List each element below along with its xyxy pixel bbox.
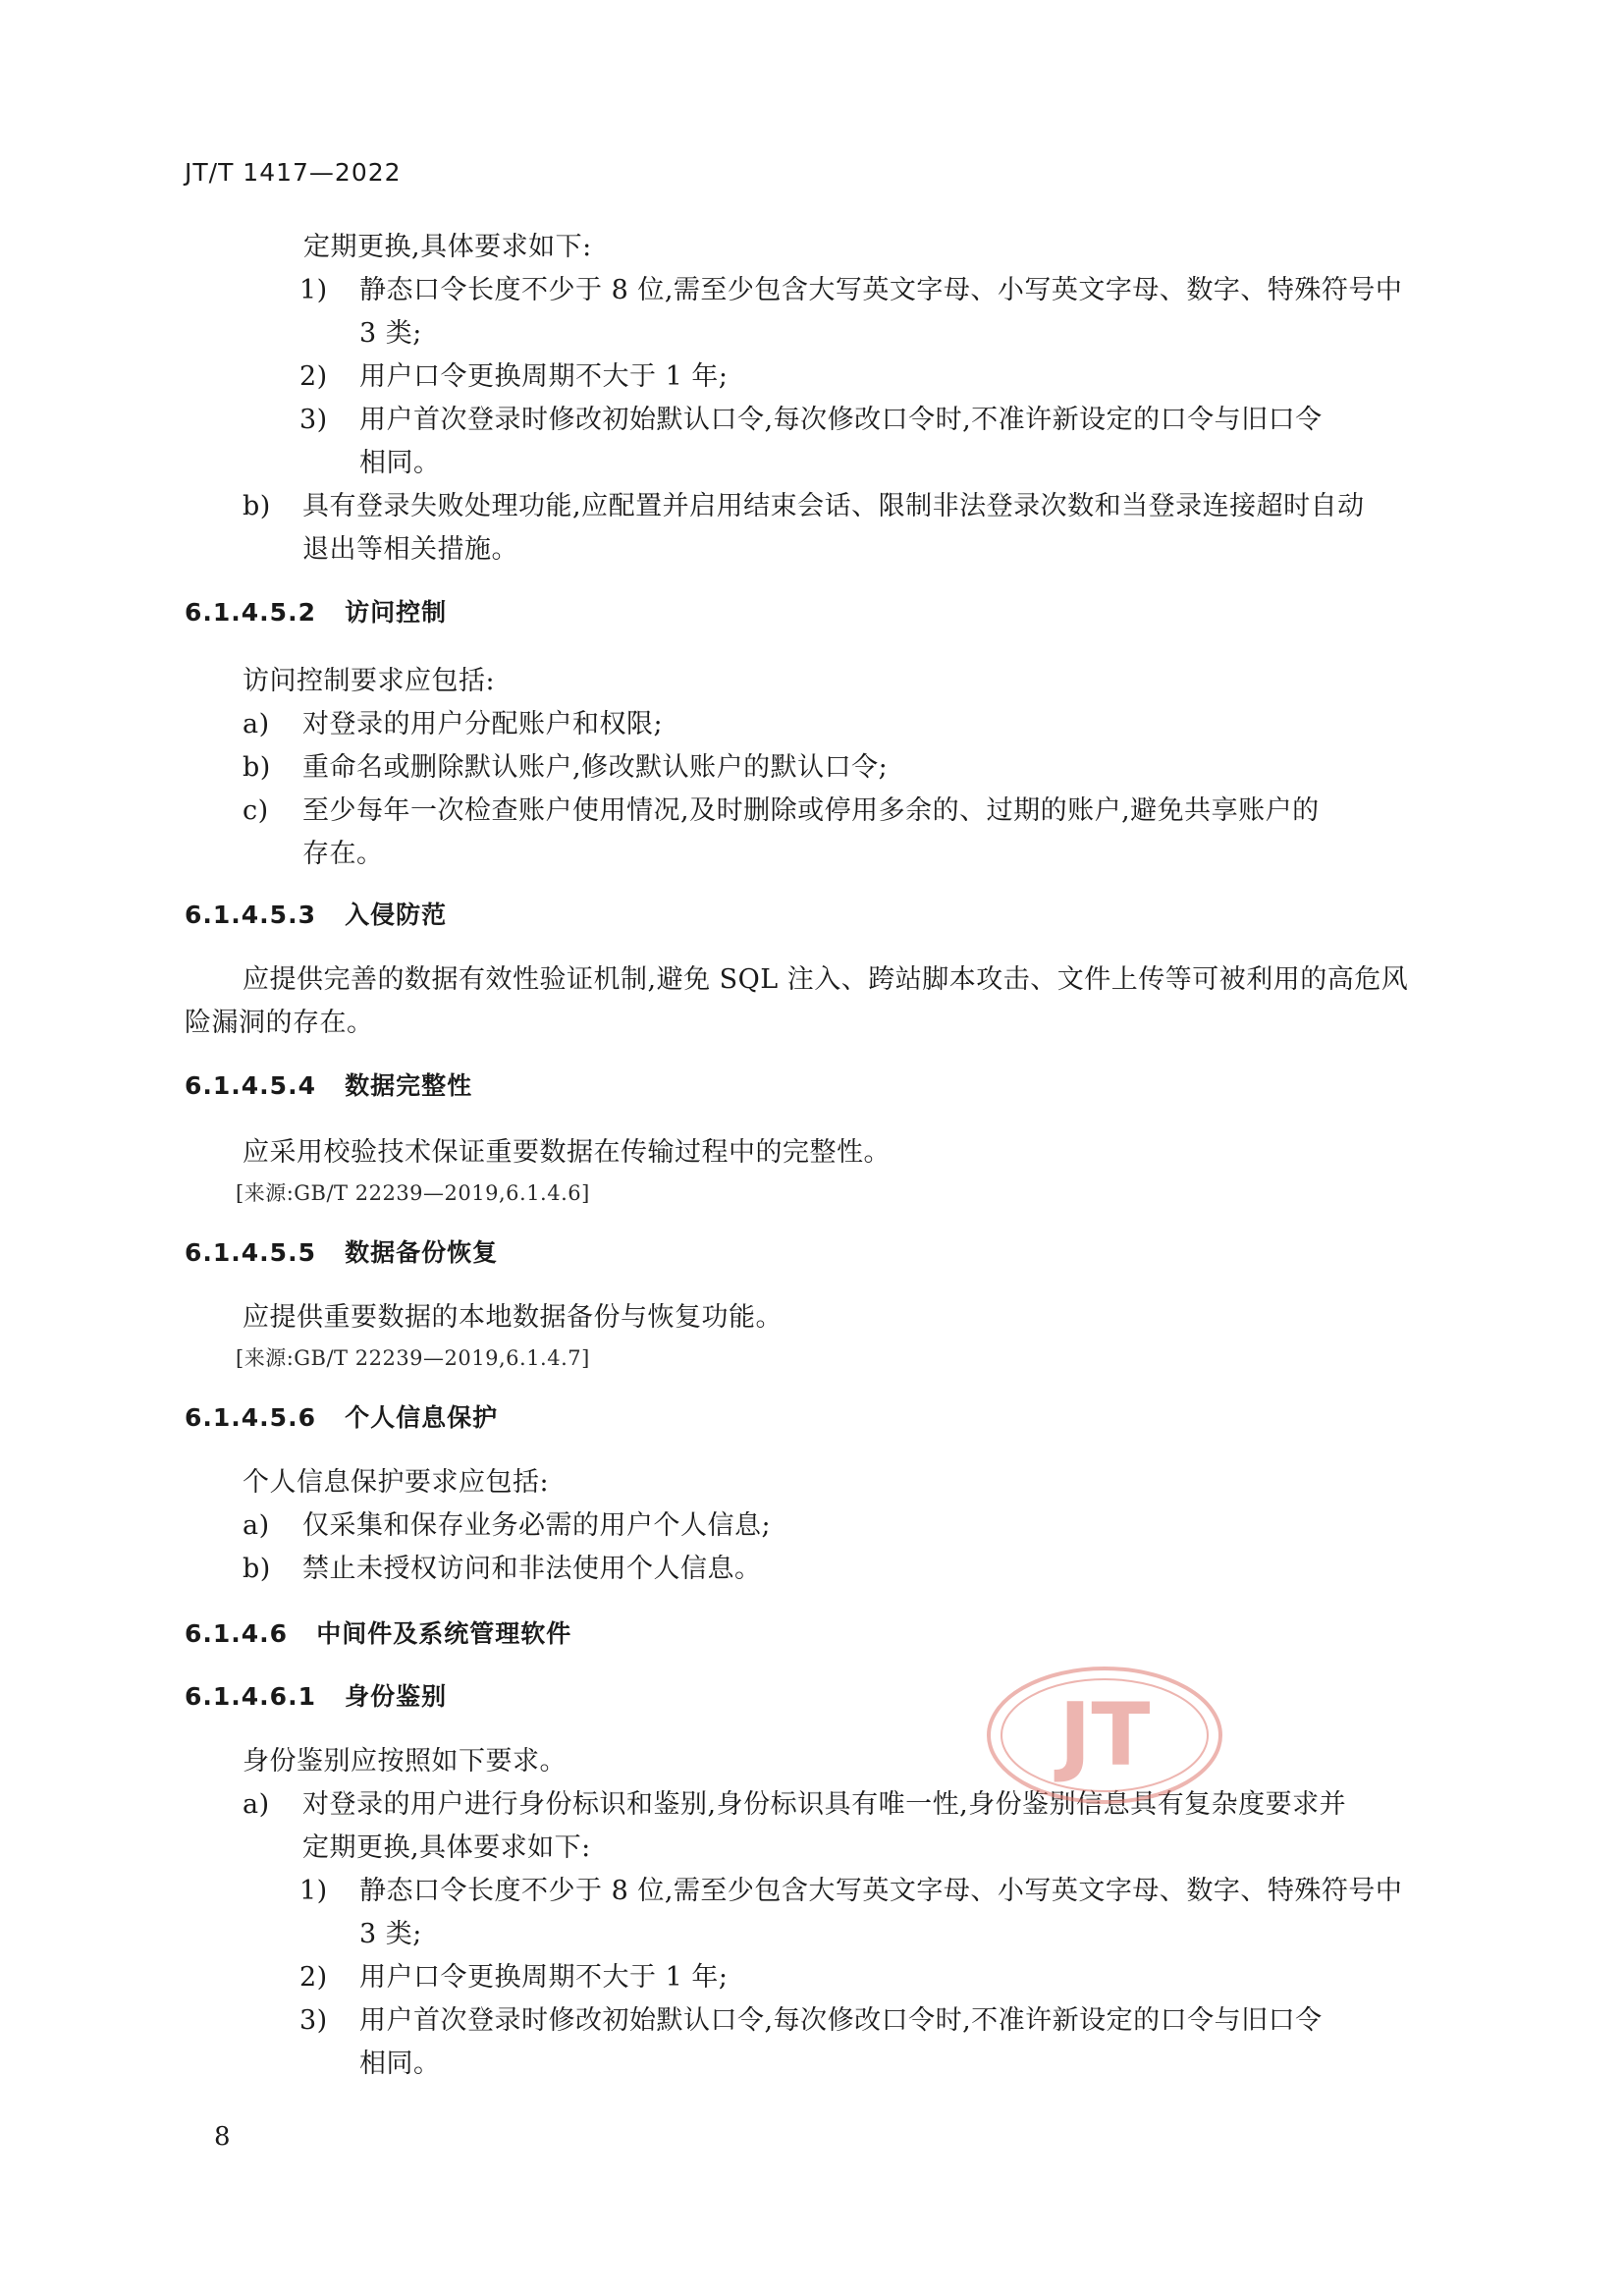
list-item-text: 用户首次登录时修改初始默认口令,每次修改口令时,不准许新设定的口令与旧口令 xyxy=(359,2005,1323,2036)
jt-watermark-stamp xyxy=(982,1662,1227,1809)
paragraph-line: 访问控制要求应包括: xyxy=(243,666,496,696)
list-item xyxy=(299,2003,1323,2039)
list-item-text: 对登录的用户分配账户和权限; xyxy=(302,709,664,739)
list-item-text: 具有登录失败处理功能,应配置并启用结束会话、限制非法登录次数和当登录连接超时自动 xyxy=(302,491,1365,521)
paragraph-line: 定期更换,具体要求如下: xyxy=(303,232,592,262)
list-item-text: 至少每年一次检查账户使用情况,及时删除或停用多余的、过期的账户,避免共享账户的 xyxy=(302,795,1320,826)
paragraph-line: 身份鉴别应按照如下要求。 xyxy=(243,1746,567,1777)
section-heading xyxy=(185,1068,472,1104)
list-item xyxy=(243,1508,771,1544)
paragraph-line: 险漏洞的存在。 xyxy=(185,1008,374,1038)
list-marker: 2) xyxy=(299,1962,328,1993)
list-marker: b) xyxy=(243,491,271,521)
source-reference: [来源:GB/T 22239—2019,6.1.4.7] xyxy=(236,1346,590,1370)
list-item-text: 静态口令长度不少于 8 位,需至少包含大写英文字母、小写英文字母、数字、特殊符号中 xyxy=(359,275,1403,305)
list-item xyxy=(299,273,1402,308)
section-heading xyxy=(185,595,447,630)
list-item-text: 用户首次登录时修改初始默认口令,每次修改口令时,不准许新设定的口令与旧口令 xyxy=(359,405,1323,435)
list-item xyxy=(299,1960,728,1995)
section-title: 身份鉴别 xyxy=(345,1682,448,1711)
list-marker: 3) xyxy=(299,2005,328,2036)
list-item-text: 用户口令更换周期不大于 1 年; xyxy=(359,361,729,392)
list-marker: 1) xyxy=(299,275,328,305)
list-marker: a) xyxy=(243,709,270,739)
list-item-text: 静态口令长度不少于 8 位,需至少包含大写英文字母、小写英文字母、数字、特殊符号中 xyxy=(359,1876,1403,1906)
list-item-continuation: 定期更换,具体要求如下: xyxy=(302,1832,591,1863)
section-title: 中间件及系统管理软件 xyxy=(316,1619,572,1648)
list-marker: b) xyxy=(243,752,271,783)
list-item xyxy=(299,1874,1402,1909)
section-title: 个人信息保护 xyxy=(345,1403,499,1432)
section-number: 6.1.4.5.6 xyxy=(185,1403,316,1432)
list-item-text: 用户口令更换周期不大于 1 年; xyxy=(359,1962,729,1993)
list-item xyxy=(299,403,1323,438)
list-marker: a) xyxy=(243,1789,270,1820)
list-item xyxy=(243,793,1320,829)
list-item-continuation: 相同。 xyxy=(359,448,441,478)
section-heading xyxy=(185,1679,447,1715)
list-item xyxy=(243,489,1365,524)
list-marker: c) xyxy=(243,795,269,826)
paragraph-line: 个人信息保护要求应包括: xyxy=(243,1467,550,1498)
source-reference: [来源:GB/T 22239—2019,6.1.4.6] xyxy=(236,1181,590,1205)
list-item-continuation: 相同。 xyxy=(359,2049,441,2079)
paragraph-line: 应采用校验技术保证重要数据在传输过程中的完整性。 xyxy=(243,1137,891,1168)
section-number: 6.1.4.5.4 xyxy=(185,1071,316,1100)
list-item-text: 对登录的用户进行身份标识和鉴别,身份标识具有唯一性,身份鉴别信息具有复杂度要求并 xyxy=(302,1789,1347,1820)
list-marker: 3) xyxy=(299,405,328,435)
list-item xyxy=(243,707,663,742)
list-marker: a) xyxy=(243,1510,270,1541)
list-item xyxy=(243,750,888,786)
section-number: 6.1.4.6 xyxy=(185,1619,289,1648)
list-item-text: 仅采集和保存业务必需的用户个人信息; xyxy=(302,1510,772,1541)
section-number: 6.1.4.5.5 xyxy=(185,1238,316,1267)
section-number: 6.1.4.6.1 xyxy=(185,1682,316,1711)
section-title: 数据备份恢复 xyxy=(345,1238,499,1267)
list-marker: 2) xyxy=(299,361,328,392)
list-marker: 1) xyxy=(299,1876,328,1906)
paragraph-line: 应提供重要数据的本地数据备份与恢复功能。 xyxy=(243,1302,783,1333)
list-marker: b) xyxy=(243,1554,271,1584)
section-heading xyxy=(185,898,447,933)
page-number: 8 xyxy=(214,2122,232,2152)
list-item xyxy=(299,359,728,395)
paragraph-line: 应提供完善的数据有效性验证机制,避免 SQL 注入、跨站脚本攻击、文件上传等可被利用的高危风 xyxy=(243,964,1409,995)
stamp-text: JT xyxy=(1058,1684,1151,1785)
list-item-continuation: 3 类; xyxy=(359,1919,422,1949)
standard-code-header: JT/T 1417—2022 xyxy=(185,158,402,187)
list-item-continuation: 3 类; xyxy=(359,318,422,349)
list-item-continuation: 退出等相关措施。 xyxy=(302,534,518,565)
section-number: 6.1.4.5.3 xyxy=(185,901,316,929)
section-title: 访问控制 xyxy=(345,598,448,627)
section-heading xyxy=(185,1616,571,1652)
section-title: 数据完整性 xyxy=(345,1071,473,1100)
section-number: 6.1.4.5.2 xyxy=(185,598,316,627)
list-item-continuation: 存在。 xyxy=(302,839,384,869)
section-heading xyxy=(185,1400,498,1436)
section-heading xyxy=(185,1235,498,1271)
list-item-text: 禁止未授权访问和非法使用个人信息。 xyxy=(302,1554,762,1584)
list-item-text: 重命名或删除默认账户,修改默认账户的默认口令; xyxy=(302,752,889,783)
list-item xyxy=(243,1552,762,1587)
section-title: 入侵防范 xyxy=(345,901,448,929)
